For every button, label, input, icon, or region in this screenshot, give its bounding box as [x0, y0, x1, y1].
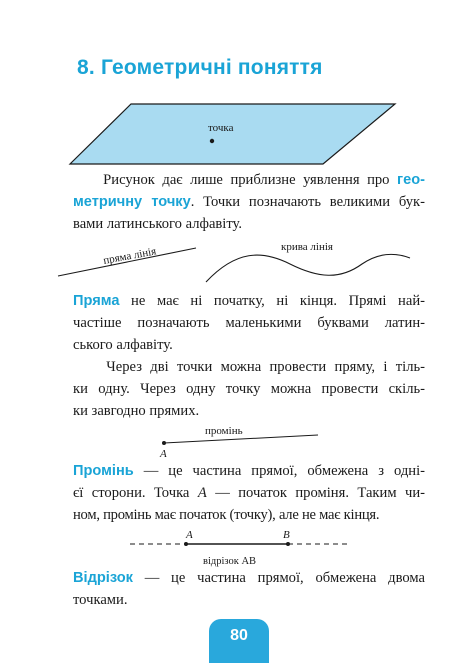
paragraph-two-points — [73, 356, 425, 422]
page-number-badge — [209, 619, 269, 663]
term-line: Пряма — [73, 293, 120, 309]
paragraph-point — [73, 169, 425, 235]
paragraph-segment — [73, 567, 425, 611]
term-ray: Промінь — [73, 463, 134, 479]
curved-line-label: крива лінія — [281, 241, 333, 253]
text: не має ні початку, ні кінця. Прямі най- — [119, 293, 425, 309]
line: частіше позначають маленькими буквами латин- — [73, 315, 425, 331]
term-geometric-point-cont: метричну точку — [73, 194, 191, 210]
point-label: точка — [208, 122, 234, 134]
line — [73, 290, 425, 312]
section-title: 8. Геометричні поняття — [77, 56, 323, 79]
text: Рисунок дає лише приблизне уявлення про — [103, 172, 398, 188]
page-number: 80 — [230, 627, 248, 644]
line — [73, 460, 425, 482]
straight-line-label: пряма лінія — [102, 245, 158, 267]
text: Через дві точки можна провести пряму, і тіль- — [106, 359, 425, 375]
segment-b-label: B — [283, 529, 290, 541]
text: — це частина прямої, обмежена з одні- — [133, 463, 425, 479]
term-segment: Відрізок — [73, 570, 133, 586]
text: — це частина прямої, обмежена двома — [132, 570, 425, 586]
paragraph-line — [73, 290, 425, 356]
line — [73, 482, 425, 504]
point-dot — [210, 139, 214, 143]
line — [73, 191, 425, 213]
text: . Точки позначають великими бук- — [190, 194, 425, 210]
line: точками. — [73, 592, 128, 608]
line: ського алфавіту. — [73, 337, 173, 353]
ray-start-point — [162, 441, 166, 445]
segment-a-label: A — [186, 529, 193, 541]
line: ном, промінь має початок (точку), але не має кінця. — [73, 507, 380, 523]
line: ки завгодно прямих. — [73, 403, 200, 419]
text: — початок проміня. Таким чи- — [206, 485, 425, 501]
term-geometric-point: гео- — [397, 172, 425, 188]
plane-figure — [70, 104, 395, 164]
line — [73, 567, 425, 589]
line: ки одну. Через одну точку можна провести скіль- — [73, 381, 425, 397]
point-name: A — [197, 485, 207, 501]
ray-start-label: A — [160, 448, 167, 460]
line — [73, 356, 425, 378]
line — [73, 169, 425, 191]
segment-point-b — [286, 542, 290, 546]
ray-label: промінь — [205, 425, 243, 437]
curved-line — [206, 254, 410, 282]
line: вами латинського алфавіту. — [73, 216, 243, 232]
segment-point-a — [184, 542, 188, 546]
paragraph-ray — [73, 460, 425, 526]
text: єї сторони. Точка — [73, 485, 198, 501]
segment-label: відрізок AB — [203, 556, 257, 567]
